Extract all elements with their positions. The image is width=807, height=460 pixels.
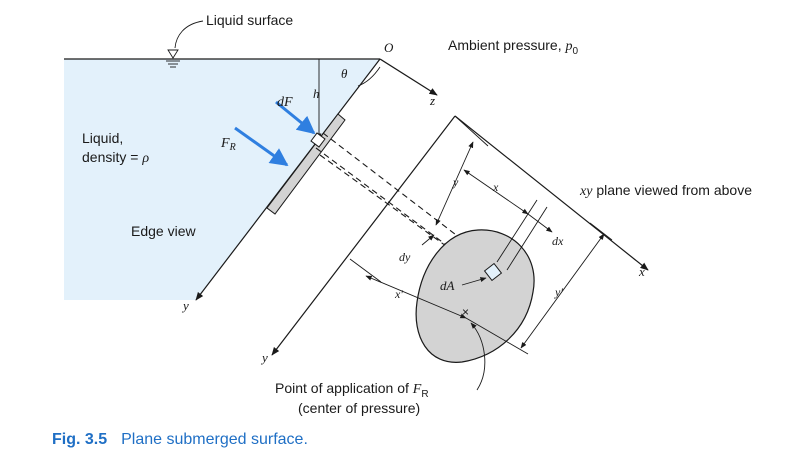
ambient-pressure-label: Ambient pressure, $p_0$ [448,37,579,57]
dx-tick [528,214,552,232]
liquid-surface-label: Liquid surface [206,12,294,28]
dx-label: dx [552,234,564,248]
point-of-application-label: Point of application of $F_R$ [275,380,429,400]
figure-caption: Fig. 3.5 Plane submerged surface. [52,431,308,448]
xy-plane-label: xy plane viewed from above [580,182,752,199]
plate-plan-view [416,230,534,362]
origin-label: O [384,40,394,55]
center-of-pressure-label: (center of pressure) [298,400,421,416]
depth-label: h [313,86,320,101]
dy-tick [422,235,434,245]
x-prime-extension [350,259,381,282]
liquid-region [64,59,380,300]
dA-label: dA [440,278,455,293]
theta-label: θ [341,66,348,81]
edge-view-label: Edge view [131,223,196,239]
plan-x-label: x [639,264,645,279]
dy-label: dy [399,250,411,264]
center-of-pressure-mark: × [462,305,470,319]
x-dimension-label: x [493,180,499,194]
liquid-label: Liquid, [82,130,124,146]
liquid-surface-leader [175,21,203,48]
x-prime-label: x′ [395,287,403,301]
y-prime-label: y′ [555,285,563,299]
z-axis [380,59,437,95]
y-dimension-label: y [453,175,459,189]
y-extension [455,116,488,146]
FR-label: $F_R$ [221,136,236,153]
edge-y-label: y [183,298,189,313]
plan-y-label: y [262,350,268,365]
density-label: density = ρ [82,149,150,166]
z-axis-label: z [430,93,436,108]
dF-label: dF [277,95,293,110]
